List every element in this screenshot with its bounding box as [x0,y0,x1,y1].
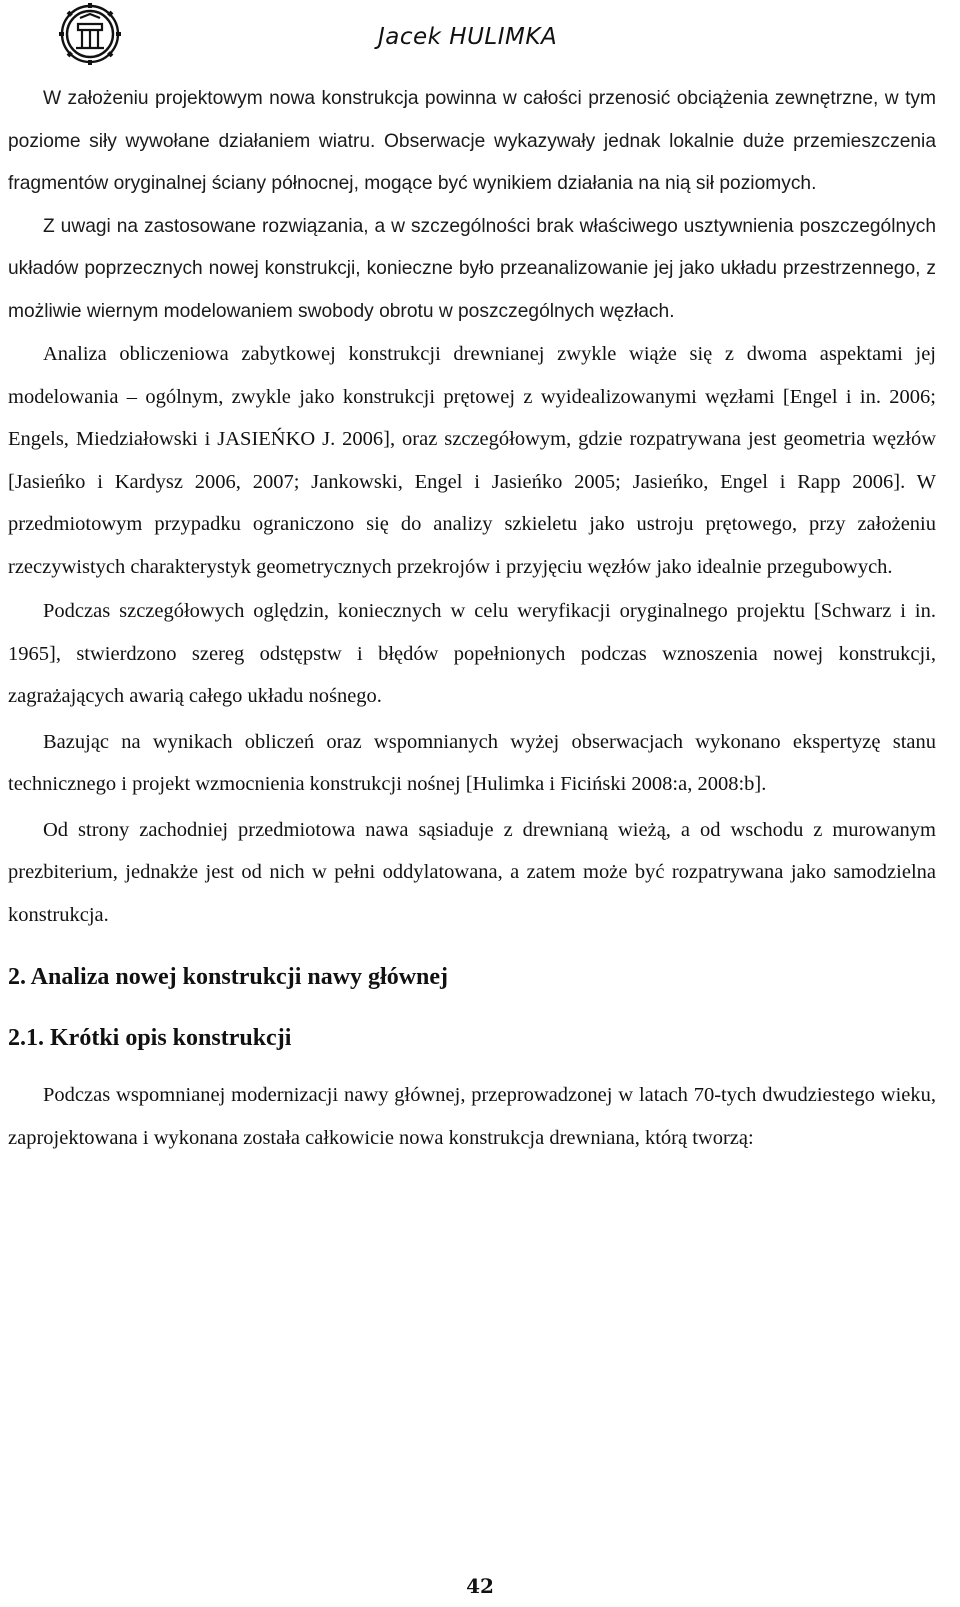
paragraph-wind-loads: W założeniu projektowym nowa konstrukcja powinna w całości przenosić obciążenia zewnętrzne, w tym poziome siły wywołane działaniem wiatru. Obserwacje wykazywały jednak lokalnie duże przemieszczenia fragmentów oryginalnej ściany północnej, mogące być wynikiem działania na nią sił poziomych. [8,88,936,194]
section-heading: 2. Analiza nowej konstrukcji nawy głównej [8,964,449,990]
paragraph-construction-description: Podczas wspomnianej modernizacji nawy głównej, przeprowadzonej w latach 70-tych dwudziestego wieku, zaprojektowana i wykonana została całkowicie nowa konstrukcja drewniana, którą tworzą: [8,1084,936,1149]
paragraph-expertise: Bazując na wynikach obliczeń oraz wspomnianych wyżej obserwacjach wykonano ekspertyzę stanu technicznego i projekt wzmocnienia konstrukcji nośnej [Hulimka i Ficiński 2008:a, 2008:b]. [8,730,936,795]
paragraph-inspection: Podczas szczegółowych oględzin, koniecznych w celu weryfikacji oryginalnego projektu [Schwarz i in. 1965], stwierdzono szereg odstępstw i błędów popełnionych podczas wznoszenia nowej konstrukcji, zagrażających awarią całego układu nośnego. [8,600,936,707]
paragraph-spatial-analysis: Z uwagi na zastosowane rozwiązania, a w szczególności brak właściwego usztywnienia poszczególnych układów poprzecznych nowej konstrukcji, konieczne było przeanalizowanie jej jako układu przestrzennego, z możliwie wiernym modelowaniem swobody obrotu w poszczególnych węzłach. [8,215,936,322]
paragraph-modelling-aspects: Analiza obliczeniowa zabytkowej konstrukcji drewnianej zwykle wiąże się z dwoma aspektami jej modelowania – ogólnym, zwykle jako konstrukcji prętowej z wyidealizowanymi węzłami [Engel i in. 2006; Engels, Miedziałowski i JASIEŃKO J. 2006], oraz szczegółowym, gdzie rozpatrywana jest geometria węzłów [Jasieńko i Kardysz 2006, 2007; Jankowski, Engel i Jasieńko 2005; Jasieńko, Engel i Rapp 2006]. W przedmiotowym przypadku ograniczono się do analizy szkieletu jako ustroju prętowego, przy założeniu rzeczywistych charakterystyk geometrycznych przekrojów i przyjęciu węzłów jako idealnie przegubowych. [8,343,936,578]
university-logo-icon [58,2,122,66]
page-number: 42 [466,1574,494,1598]
paragraph-neighbouring-structures: Od strony zachodniej przedmiotowa nawa sąsiaduje z drewnianą wieżą, a od wschodu z murowanym prezbiterium, jednakże jest od nich w pełni oddylatowana, a zatem może być rozpatrywana jako samodzielna konstrukcja. [8,818,936,926]
running-header-author: Jacek HULIMKA [378,24,558,50]
page-body [8,78,936,1159]
subsection-heading: 2.1. Krótki opis konstrukcji [8,1025,292,1051]
